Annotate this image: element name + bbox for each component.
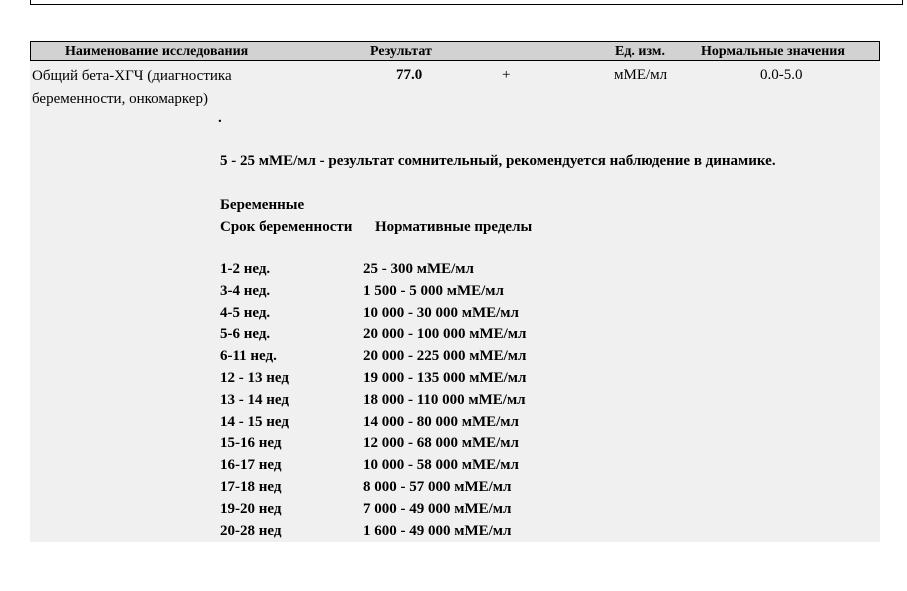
- pregnancy-range: 1 500 - 5 000 мМЕ/мл: [363, 282, 504, 299]
- pregnancy-range: 12 000 - 68 000 мМЕ/мл: [363, 435, 519, 452]
- previous-section-box: [30, 0, 903, 5]
- header-result: Результат: [370, 44, 432, 59]
- header-test-name: Наименование исследования: [65, 44, 249, 59]
- pregnancy-term: 20-28 нед: [220, 522, 282, 539]
- pregnancy-term: 1-2 нед.: [220, 261, 271, 277]
- pregnancy-term: 3-4 нед.: [220, 282, 271, 299]
- result-comment: 5 - 25 мМЕ/мл - результат сомнительный, рекомендуется наблюдение в динамике.: [220, 153, 776, 169]
- header-unit: Ед. изм.: [615, 44, 665, 59]
- table-row: [220, 478, 620, 500]
- pregnancy-range: 20 000 - 100 000 мМЕ/мл: [363, 326, 527, 343]
- table-header: [30, 41, 880, 61]
- pregnancy-term: 17-18 нед: [220, 478, 282, 495]
- pregnancy-term: 5-6 нед.: [220, 326, 271, 343]
- result-flag: +: [502, 67, 511, 83]
- pregnancy-section-title: Беременные: [220, 197, 305, 213]
- table-row: [220, 325, 620, 347]
- table-row: [220, 391, 620, 413]
- table-row: [220, 456, 620, 478]
- test-name: Общий бета-ХГЧ (диагностика беременности, онкомаркер): [32, 68, 232, 107]
- normal-range-value: 0.0-5.0: [760, 67, 803, 83]
- table-row: [220, 304, 620, 326]
- table-row: [220, 347, 620, 369]
- table-row: [220, 260, 620, 282]
- pregnancy-term: 4-5 нед.: [220, 304, 271, 321]
- table-row: [220, 434, 620, 456]
- pregnancy-range-column-header: Нормативные пределы: [375, 219, 533, 235]
- pregnancy-term: 14 - 15 нед: [220, 413, 289, 430]
- note-bullet: .: [218, 110, 222, 126]
- pregnancy-range: 25 - 300 мМЕ/мл: [363, 261, 474, 277]
- pregnancy-range: 1 600 - 49 000 мМЕ/мл: [363, 522, 512, 539]
- pregnancy-range: 7 000 - 49 000 мМЕ/мл: [363, 500, 512, 517]
- pregnancy-term: 16-17 нед: [220, 457, 282, 474]
- pregnancy-range: 20 000 - 225 000 мМЕ/мл: [363, 348, 527, 365]
- pregnancy-term: 19-20 нед: [220, 500, 282, 517]
- lab-result-section: [30, 41, 880, 542]
- pregnancy-range: 18 000 - 110 000 мМЕ/мл: [363, 391, 526, 408]
- pregnancy-term: 12 - 13 нед: [220, 369, 289, 386]
- pregnancy-term: 15-16 нед: [220, 435, 282, 452]
- table-row: [220, 413, 620, 435]
- pregnancy-term-column-header: Срок беременности: [220, 219, 353, 235]
- pregnancy-term: 6-11 нед.: [220, 348, 277, 365]
- pregnancy-range: 8 000 - 57 000 мМЕ/мл: [363, 478, 512, 495]
- pregnancy-range: 14 000 - 80 000 мМЕ/мл: [363, 413, 519, 430]
- table-row: [220, 500, 620, 522]
- table-row: [220, 522, 620, 544]
- table-row: [220, 282, 620, 304]
- unit-value: мМЕ/мл: [614, 67, 668, 83]
- pregnancy-range: 10 000 - 30 000 мМЕ/мл: [363, 304, 519, 321]
- pregnancy-range: 19 000 - 135 000 мМЕ/мл: [363, 369, 527, 386]
- pregnancy-range: 10 000 - 58 000 мМЕ/мл: [363, 457, 519, 474]
- result-value: 77.0: [396, 67, 423, 83]
- table-row: [220, 369, 620, 391]
- pregnancy-reference-table: [220, 260, 620, 543]
- header-normal-values: Нормальные значения: [701, 44, 845, 59]
- pregnancy-term: 13 - 14 нед: [220, 391, 289, 408]
